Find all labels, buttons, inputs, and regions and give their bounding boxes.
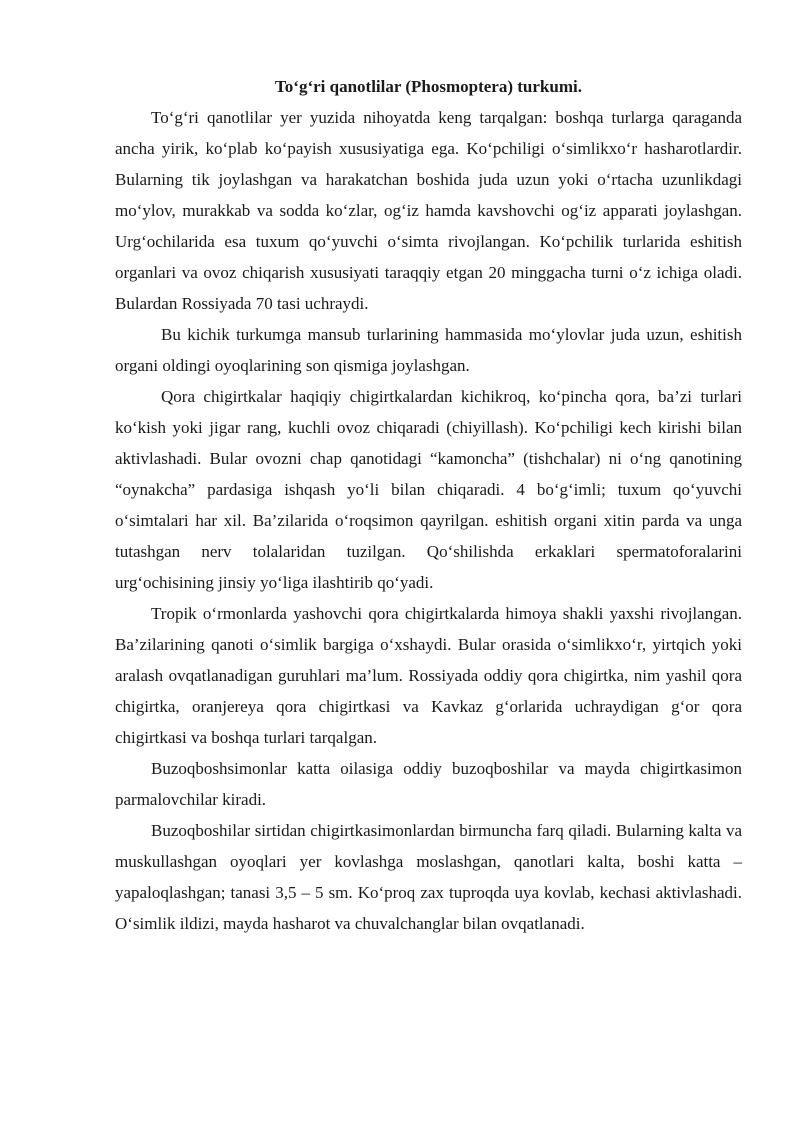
paragraph-mole-crickets: Buzoqboshilar sirtidan chigirtkasimonlardan birmuncha farq qiladi. Bularning kalta va muskullashgan oyoqlari yer kovlashga moslashgan, qanotlari kalta, boshi katta – yapaloqlashgan; tanasi 3,5 – 5 sm. Ko‘proq zax tuproqda uya kovlab, kechasi aktivlashadi. O‘simlik ildizi, mayda hasharot va chuvalchanglar bilan ovqatlanadi.: [115, 821, 742, 933]
document-page: [115, 72, 742, 939]
document-title: To‘g‘ri qanotlilar (Phosmoptera) turkumi.: [275, 77, 582, 96]
paragraph-mole-cricket-family: Buzoqboshsimonlar katta oilasiga oddiy buzoqboshilar va mayda chigirtkasimon parmalovchilar kiradi.: [115, 759, 742, 809]
paragraph-intro: To‘g‘ri qanotlilar yer yuzida nihoyatda keng tarqalgan: boshqa turlarga qaraganda ancha yirik, ko‘plab ko‘payish xususiyatiga ega. Ko‘pchiligi o‘simlikxo‘r hasharotlardir. Bularning tik joylashgan va harakatchan boshida juda uzun yoki o‘rtacha uzunlikdagi mo‘ylov, murakkab va sodda ko‘zlar, og‘iz hamda kavshovchi og‘iz apparati joylashgan. Urg‘ochilarida esa tuxum qo‘yuvchi o‘simta rivojlangan. Ko‘pchilik turlarida eshitish organlari va ovoz chiqarish xususiyati taraqqiy etgan 20 minggacha turni o‘z ichiga oladi. Bulardan Rossiyada 70 tasi uchraydi.: [115, 108, 742, 313]
paragraph-crickets: Qora chigirtkalar haqiqiy chigirtkalardan kichikroq, ko‘pincha qora, ba’zi turlari ko‘kish yoki jigar rang, kuchli ovoz chiqaradi (chiyillash). Ko‘pchiligi kech kirishi bilan aktivlashadi. Bular ovozni chap qanotidagi “kamoncha” (tishchalar) ni o‘ng qanotining “oynakcha” pardasiga ishqash yo‘li bilan chiqaradi. 4 bo‘g‘imli; tuxum qo‘yuvchi o‘simtalari har xil. Ba’zilarida o‘roqsimon qayrilgan. eshitish organi xitin parda va unga tutashgan nerv tolalaridan tuzilgan. Qo‘shilishda erkaklari spermatoforalarini urg‘ochisining jinsiy yo‘liga ilashtirib qo‘yadi.: [115, 387, 742, 592]
paragraph-tropical-crickets: Tropik o‘rmonlarda yashovchi qora chigirtkalarda himoya shakli yaxshi rivojlangan. Ba’zilarining qanoti o‘simlik bargiga o‘xshaydi. Bular orasida o‘simlikxo‘r, yirtqich yoki aralash ovqatlanadigan guruhlari ma’lum. Rossiyada oddiy qora chigirtka, nim yashil qora chigirtka, oranjereya qora chigirtkasi va Kavkaz g‘orlarida uchraydigan g‘or qora chigirtkasi va boshqa turlari tarqalgan.: [115, 604, 742, 747]
paragraph-antennae: Bu kichik turkumga mansub turlarining hammasida mo‘ylovlar juda uzun, eshitish organi oldingi oyoqlarining son qismiga joylashgan.: [115, 325, 742, 375]
